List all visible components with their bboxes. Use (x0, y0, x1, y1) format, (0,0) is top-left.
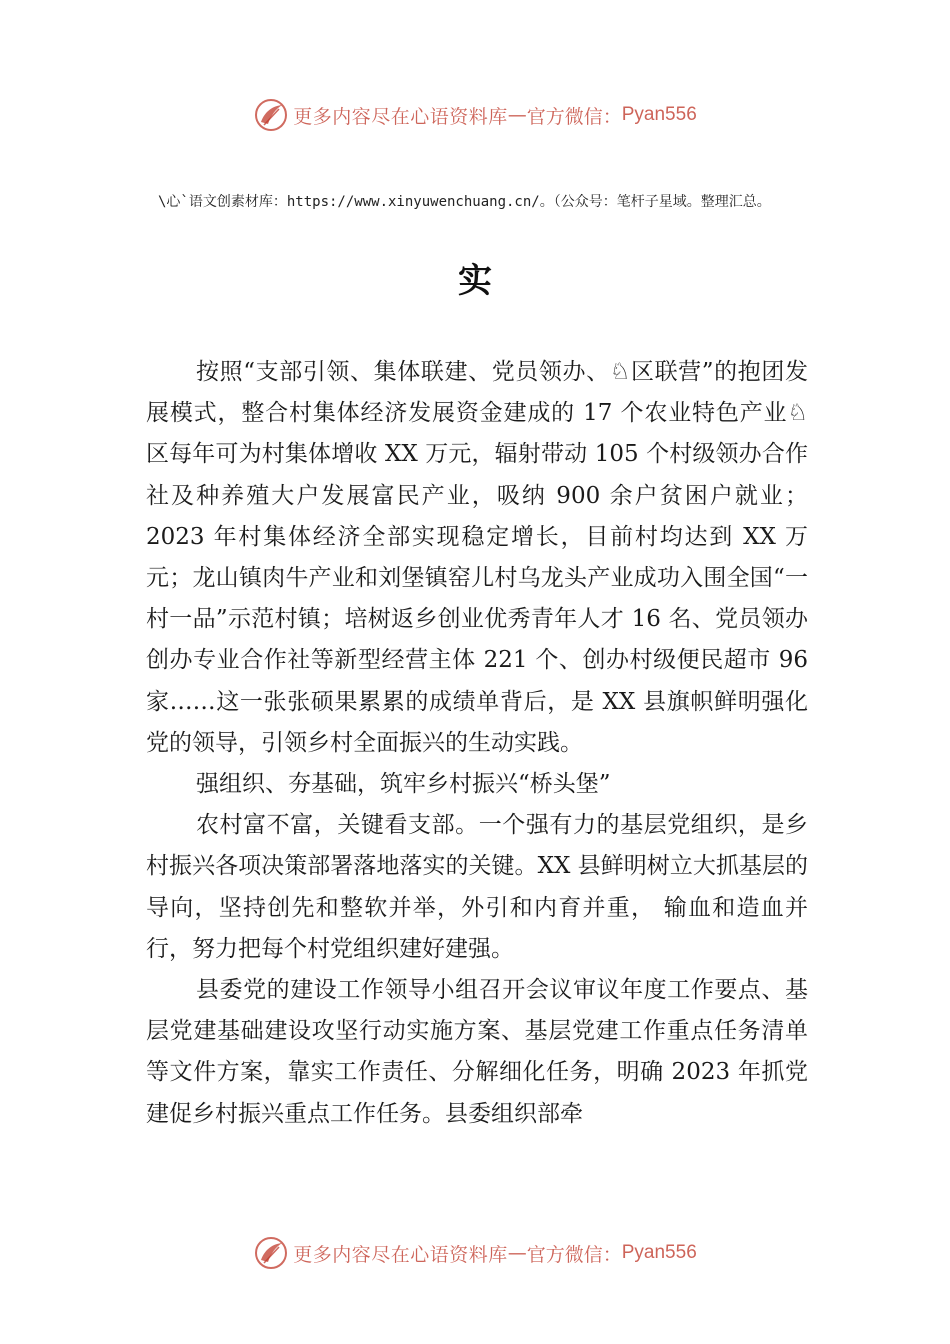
banner-wechat-label: 官方微信： (526, 1243, 622, 1266)
source-note: \心`语文创素材库：https://www.xinyuwenchuang.cn/。（公众号：笔杆子星域。整理汇总。 (158, 194, 771, 210)
banner-text: 更多内容尽在心语资料库 (293, 1243, 508, 1266)
banner-text: 更多内容尽在心语资料库 (293, 105, 508, 128)
banner-wechat-id: Pyan556 (621, 1242, 697, 1263)
banner-separator: — (507, 1242, 527, 1264)
banner-wechat-id: Pyan556 (621, 104, 697, 125)
banner-separator: — (507, 104, 527, 126)
paragraph: 按照“支部引领、集体联建、党员领办、♘区联营”的抱团发展模式，整合村集体经济发展资金建成的 17 个农业特色产业♘区每年可为村集体增收 XX 万元，辐射带动 105 个村级领办合作社及种养殖大户发展富民产业，吸纳 900 余户贫困户就业；2023 年村集体经济全部实现稳定增长，目前村均达到 XX 万元；龙山镇肉牛产业和刘堡镇窑儿村乌龙头产业成功入围全国“一村一品”示范村镇；培树返乡创业优秀青年人才 16 名、党员领办创办专业合作社等新型经营主体 221 个、创办村级便民超市 96 家……这一张张硕果累累的成绩单背后，是 XX 县旗帜鲜明强化党的领导，引领乡村全面振兴的生动实践。 (146, 359, 808, 756)
section-heading: 强组织、夯基础，筑牢乡村振兴“桥头堡” (196, 771, 611, 798)
brand-logo-icon (253, 97, 289, 133)
document-body (146, 352, 808, 1135)
brand-logo-icon (253, 1235, 289, 1271)
paragraph: 县委党的建设工作领导小组召开会议审议年度工作要点、基层党建基础建设攻坚行动实施方案、基层党建工作重点任务清单等文件方案，靠实工作责任、分解细化任务，明确 2023 年抓党建促乡村振兴重点工作任务。县委组织部牵 (146, 977, 808, 1127)
page-title: 实 (458, 261, 492, 301)
footer-watermark-banner (0, 1233, 950, 1273)
header-watermark-banner (0, 95, 950, 135)
banner-wechat-label: 官方微信： (526, 105, 622, 128)
paragraph: 农村富不富，关键看支部。一个强有力的基层党组织，是乡村振兴各项决策部署落地落实的关键。XX 县鲜明树立大抓基层的导向，坚持创先和整软并举，外引和内育并重， 输血和造血并行，努力把每个村党组织建好建强。 (146, 812, 808, 962)
